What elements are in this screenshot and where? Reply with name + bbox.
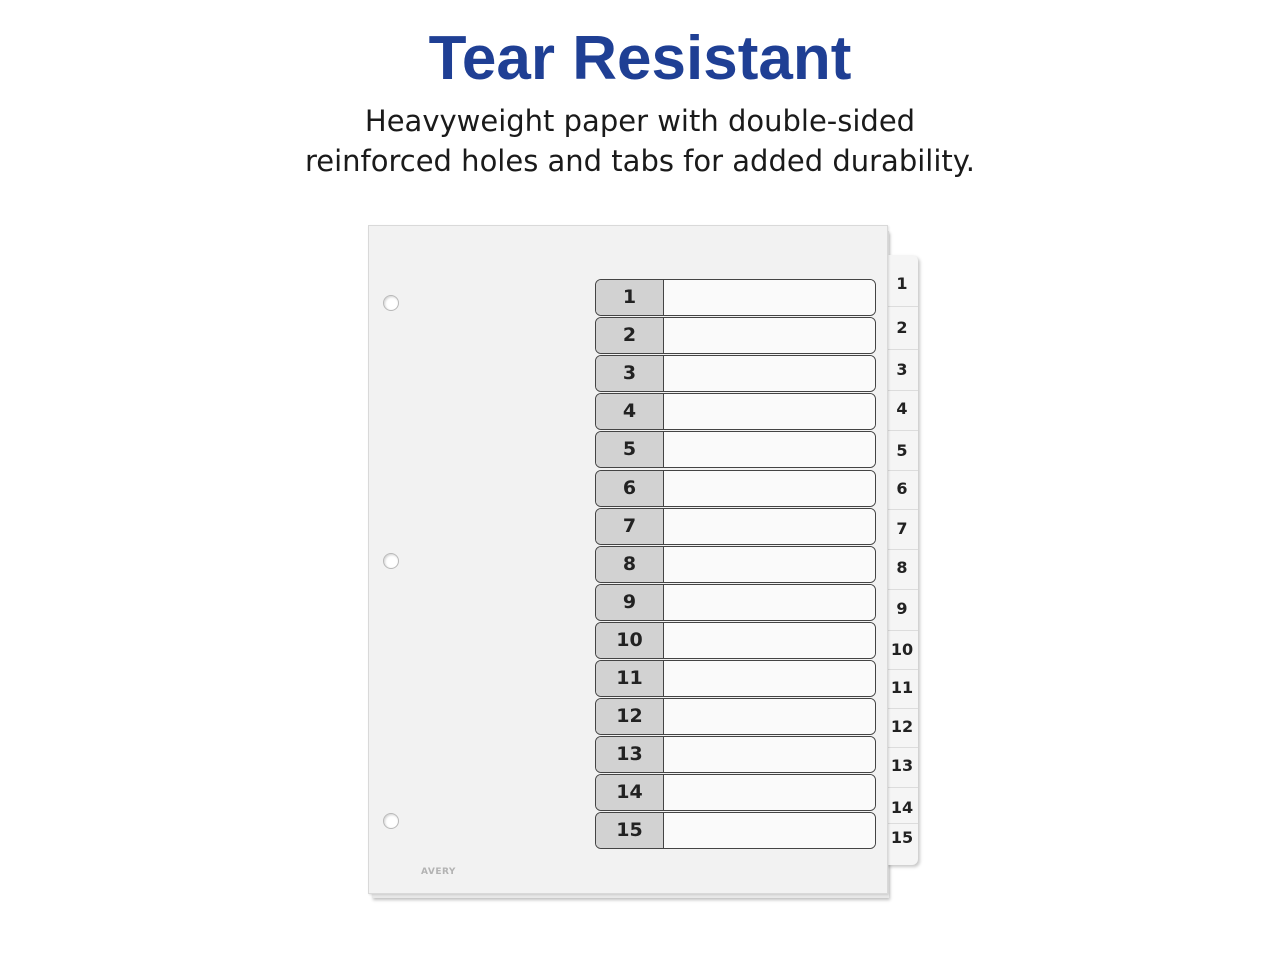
side-tab-divider (886, 306, 918, 307)
side-tab-13: 13 (890, 756, 914, 775)
toc-row (595, 546, 876, 583)
side-tab-14: 14 (890, 798, 914, 817)
side-tab-12: 12 (890, 717, 914, 736)
side-tab-divider (886, 669, 918, 670)
toc-row (595, 812, 876, 849)
headline: Tear Resistant (428, 24, 852, 93)
toc-row (595, 431, 876, 468)
toc-row (595, 698, 876, 735)
toc-row-write-area (664, 699, 875, 734)
side-tab-divider (886, 787, 918, 788)
toc-row-write-area (664, 585, 875, 620)
punch-hole-bottom (383, 813, 399, 829)
side-tab-divider (886, 549, 918, 550)
toc-row-number: 15 (596, 813, 664, 848)
side-tab-8: 8 (896, 558, 908, 577)
toc-row-write-area (664, 547, 875, 582)
divider-page (368, 225, 888, 894)
toc-row (595, 355, 876, 392)
toc-row-write-area (664, 623, 875, 658)
toc-row-number: 9 (596, 585, 664, 620)
punch-hole-top (383, 295, 399, 311)
punch-hole-middle (383, 553, 399, 569)
toc-row-number: 13 (596, 737, 664, 772)
side-tab-15: 15 (890, 828, 914, 847)
toc-row (595, 736, 876, 773)
side-tab-divider (886, 349, 918, 350)
side-tab-divider (886, 470, 918, 471)
side-tab-divider (886, 390, 918, 391)
toc-row-write-area (664, 471, 875, 506)
side-tab-divider (886, 509, 918, 510)
toc-row-number: 11 (596, 661, 664, 696)
side-tab-4: 4 (896, 399, 908, 418)
toc-row-write-area (664, 280, 875, 315)
toc-row-number: 10 (596, 623, 664, 658)
side-tab-divider (886, 430, 918, 431)
toc-row-number: 5 (596, 432, 664, 467)
toc-row (595, 584, 876, 621)
side-tab-6: 6 (896, 479, 908, 498)
side-tab-9: 9 (896, 599, 908, 618)
toc-row-write-area (664, 661, 875, 696)
subheadline-line-1: Heavyweight paper with double-sided (364, 104, 916, 138)
toc-row-write-area (664, 813, 875, 848)
side-tab-divider (886, 589, 918, 590)
toc-row (595, 279, 876, 316)
toc-row-write-area (664, 318, 875, 353)
toc-row-number: 4 (596, 394, 664, 429)
toc-row-number: 6 (596, 471, 664, 506)
side-tab-divider (886, 747, 918, 748)
toc-row-number: 3 (596, 356, 664, 391)
side-tab-7: 7 (896, 519, 908, 538)
brand-logo: AVERY (421, 867, 456, 877)
subheadline-line-2: reinforced holes and tabs for added durability. (304, 144, 976, 178)
toc-row-number: 14 (596, 775, 664, 810)
side-tab-5: 5 (896, 441, 908, 460)
toc-row-write-area (664, 509, 875, 544)
side-tab-divider (886, 823, 918, 824)
side-tab-divider (886, 630, 918, 631)
toc-row-number: 12 (596, 699, 664, 734)
side-tab-2: 2 (896, 318, 908, 337)
toc-row-write-area (664, 432, 875, 467)
toc-row (595, 470, 876, 507)
toc-row-write-area (664, 394, 875, 429)
toc-row (595, 393, 876, 430)
toc-row-number: 7 (596, 509, 664, 544)
toc-row-number: 1 (596, 280, 664, 315)
side-tab-10: 10 (890, 640, 914, 659)
toc-row (595, 774, 876, 811)
toc-row (595, 508, 876, 545)
toc-row-write-area (664, 737, 875, 772)
toc-row-number: 8 (596, 547, 664, 582)
toc-row-write-area (664, 775, 875, 810)
side-tab-divider (886, 708, 918, 709)
toc-row (595, 317, 876, 354)
toc-row-number: 2 (596, 318, 664, 353)
toc-row (595, 622, 876, 659)
side-tab-3: 3 (896, 360, 908, 379)
side-tab-1: 1 (896, 274, 908, 293)
toc-row (595, 660, 876, 697)
side-tab-strip (886, 255, 918, 865)
toc-row-write-area (664, 356, 875, 391)
side-tab-11: 11 (890, 678, 914, 697)
